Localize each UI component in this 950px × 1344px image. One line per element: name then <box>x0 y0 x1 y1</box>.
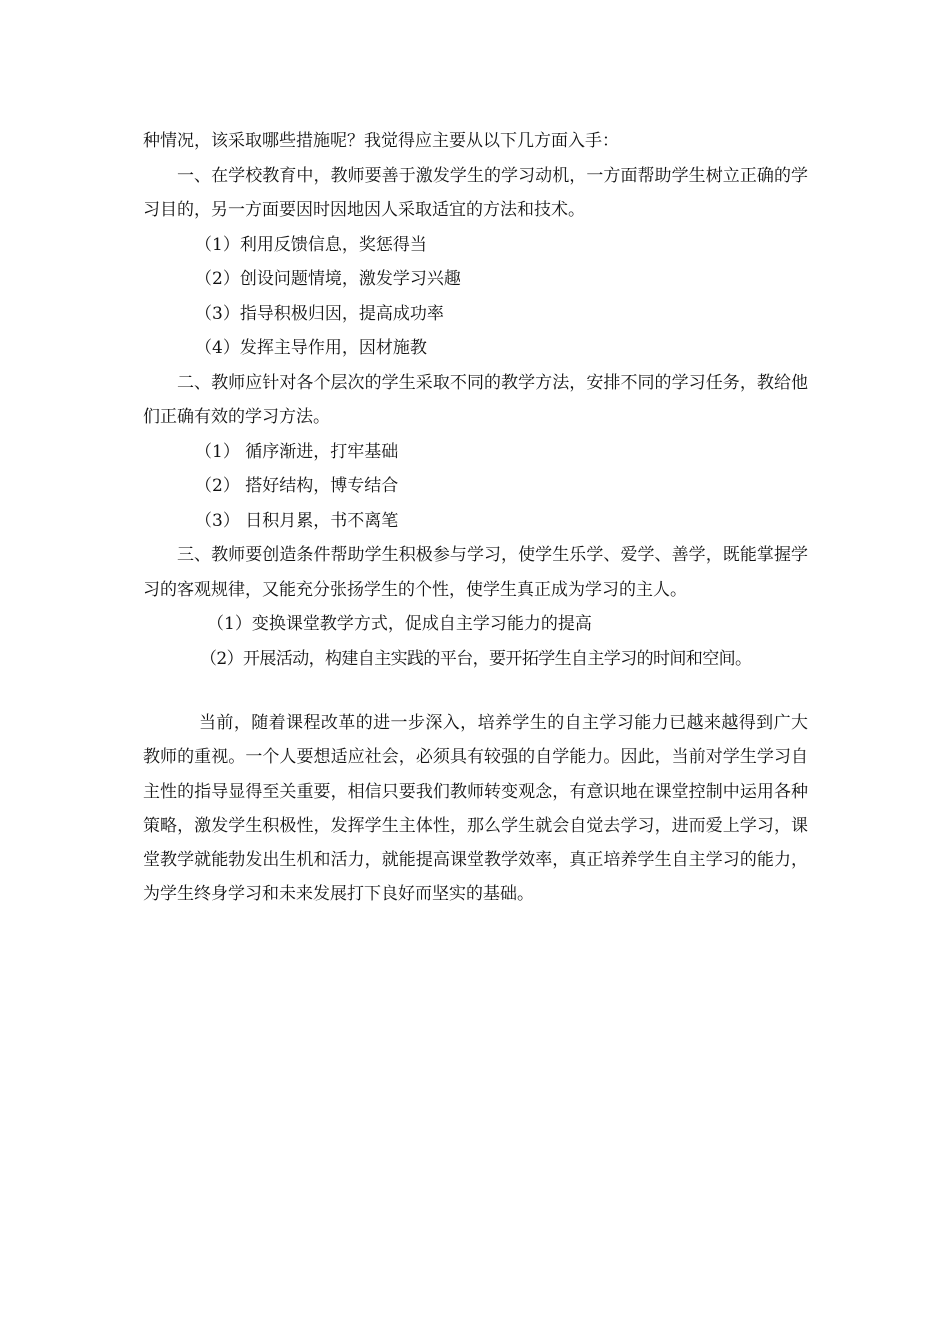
section2-item-1: （1） 循序渐进，打牢基础 <box>195 441 399 462</box>
conclusion-paragraph: 当前，随着课程改革的进一步深入，培养学生的自主学习能力已越来越得到广大教师的重视。一个人要想适应社会，必须具有较强的自学能力。因此，当前对学生学习自主性的指导显得至关重要，相信只要我们教师转变观念，有意识地在课堂控制中运用各种策略，激发学生积极性，发挥学生主体性，那么学生就会自觉去学习，进而爱上学习，课堂教学就能勃发出生机和活力，就能提高课堂教学效率，真正培养学生自主学习的能力，为学生终身学习和未来发展打下良好而坚实的基础。 <box>143 713 808 905</box>
paragraph-gap <box>143 676 808 706</box>
section3-heading: 三、教师要创造条件帮助学生积极参与学习，使学生乐学、爱学、善学，既能掌握学习的客观规律，又能充分张扬学生的个性，使学生真正成为学习的主人。 <box>143 545 808 600</box>
section2-item-2: （2） 搭好结构，博专结合 <box>195 476 399 496</box>
section1-item-2: （2）创设问题情境，激发学习兴趣 <box>195 269 461 289</box>
intro-line: 种情况，该采取哪些措施呢？我觉得应主要从以下几方面入手： <box>143 131 619 151</box>
section3-item-2: （2）开展活动，构建自主实践的平台，要开拓学生自主学习的时间和空间。 <box>200 648 752 669</box>
section3-item-1: （1）变换课堂教学方式，促成自主学习能力的提高 <box>207 614 592 634</box>
section2-heading: 二、教师应针对各个层次的学生采取不同的教学方法，安排不同的学习任务，教给他们正确有效的学习方法。 <box>143 372 808 427</box>
section1-heading: 一、在学校教育中，教师要善于激发学生的学习动机，一方面帮助学生树立正确的学习目的，另一方面要因时因地因人采取适宜的方法和技术。 <box>143 165 808 220</box>
section2-item-3: （3） 日积月累，书不离笔 <box>195 510 399 531</box>
section1-item-1: （1）利用反馈信息，奖惩得当 <box>195 234 427 255</box>
document-body <box>143 124 808 912</box>
section1-item-3: （3）指导积极归因，提高成功率 <box>195 303 444 324</box>
section1-item-4: （4）发挥主导作用，因材施教 <box>195 338 427 358</box>
